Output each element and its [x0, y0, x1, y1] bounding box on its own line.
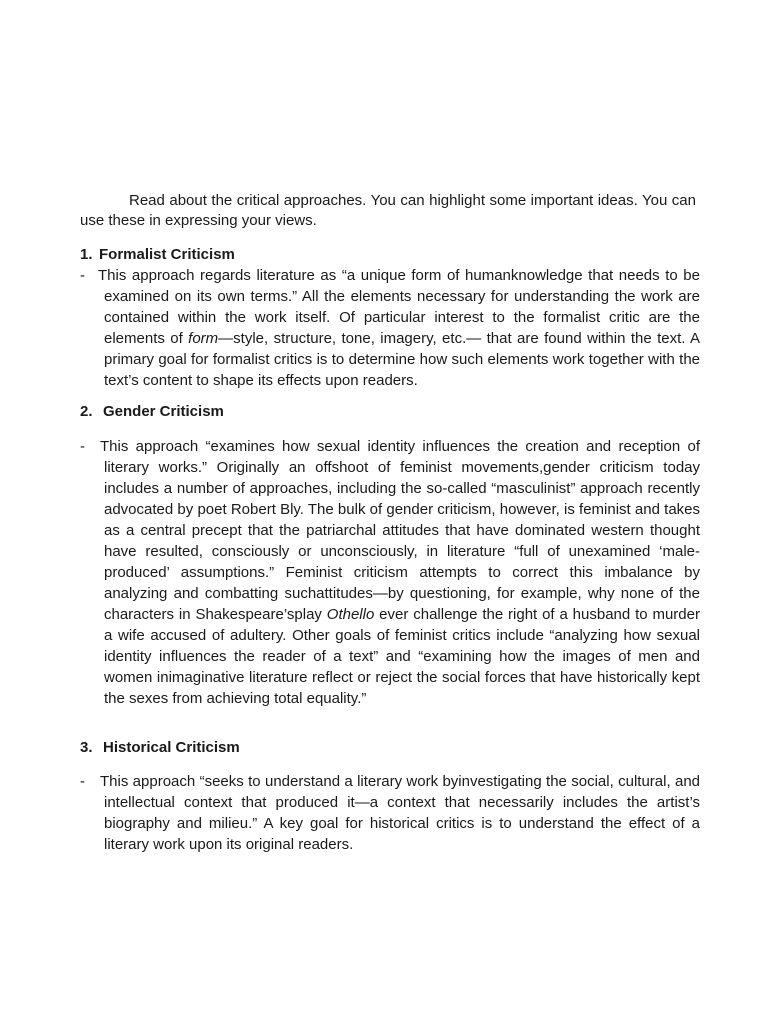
section-number: 3.	[80, 739, 93, 756]
section-item-formalist	[80, 265, 700, 391]
section-heading-historical	[80, 738, 240, 758]
bullet-dash: -	[80, 267, 85, 284]
section-title: Gender Criticism	[103, 403, 224, 420]
body-text: This approach “examines how sexual identity influences the creation and reception of literary works.” Originally an offshoot of feminist movements,gender criticism today includes a number of approaches, including the so-called “masculinist” approach recently advocated by poet Robert Bly. The bulk of gender criticism, however, is feminist and takes as a central precept that the patriarchal attitudes that have dominated western thought have resulted, consciously or unconsciously, in literature “full of unexamined ‘male-produced’ assumptions.” Feminist criticism attempts to correct this imbalance by analyzing and combatting suchattitudes—by questioning, for example, why none of the characters in Shakespeare’splay	[100, 438, 700, 623]
body-text: —style, structure, tone, imagery, etc.— that are found within the text. A primary goal for formalist critics is to determine how such elements work together with the text’s content to shape its effects upon readers.	[104, 330, 700, 389]
section-title: Historical Criticism	[103, 739, 240, 756]
body-text: ever challenge the right of a husband to murder a wife accused of adultery. Other goals of feminist critics include “analyzing how sexual identity influences the reader of a text” and “examining how the images of men and women inimaginative literature reflect or reject the social forces that have historically kept the sexes from achieving total equality.”	[104, 606, 700, 707]
section-item-historical	[80, 771, 700, 855]
intro-paragraph: Read about the critical approaches. You can highlight some important ideas. You can use these in expressing your views.	[80, 192, 696, 229]
section-body-gender	[100, 436, 700, 709]
body-text: This approach “seeks to understand a literary work byinvestigating the social, cultural, and intellectual context that produced it—a context that necessarily includes the artist’s biography and milieu.” A key goal for historical critics is to understand the effect of a literary work upon its original readers.	[100, 773, 700, 853]
body-text: This approach regards literature as “a unique form of humanknowledge that needs to be examined on its own terms.” All the elements necessary for understanding the work are contained within the work itself. Of particular interest to the formalist critic are the elements of	[98, 267, 700, 347]
section-heading-formalist	[80, 245, 235, 265]
section-title: Formalist Criticism	[99, 246, 235, 263]
bullet-dash: -	[80, 438, 85, 455]
section-heading-gender	[80, 402, 224, 422]
section-number: 1.	[80, 246, 93, 263]
bullet-dash: -	[80, 773, 85, 790]
section-body-historical	[100, 771, 700, 855]
section-item-gender	[80, 436, 700, 709]
body-emphasis: form	[188, 330, 219, 347]
section-body-formalist	[98, 265, 700, 391]
section-number: 2.	[80, 403, 93, 420]
body-emphasis: Othello	[326, 606, 375, 623]
